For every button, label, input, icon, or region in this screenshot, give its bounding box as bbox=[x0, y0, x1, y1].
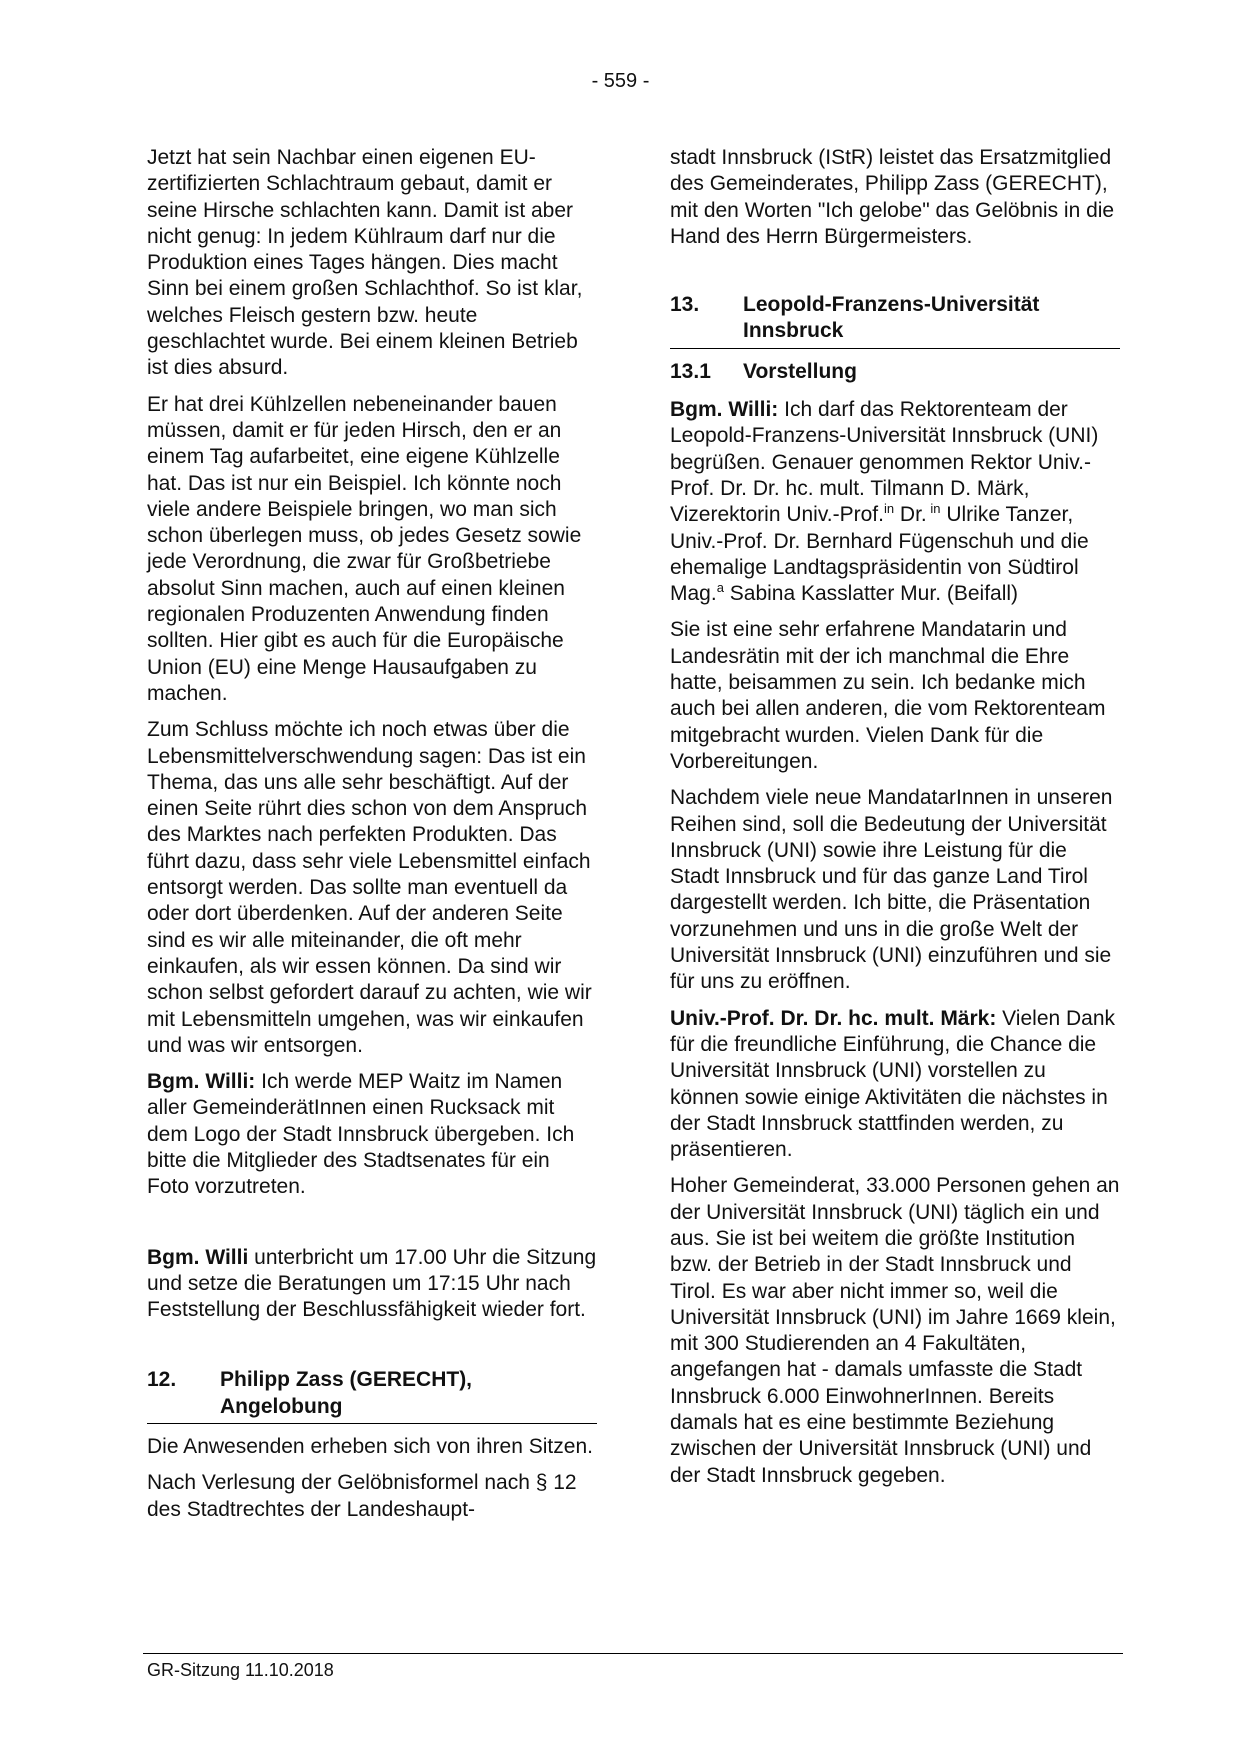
paragraph: Nach Verlesung der Gelöbnisformel nach § 12 des Stadtrechtes der Landeshaupt- bbox=[147, 1471, 577, 1521]
page-number: - 559 - bbox=[591, 70, 650, 92]
subsection-number: 13.1 bbox=[670, 359, 711, 383]
section-title: Philipp Zass (GERECHT), Angelobung bbox=[220, 1368, 473, 1418]
paragraph: Zum Schluss möchte ich noch etwas über die Lebensmittelverschwendung sagen: Das ist ein Thema, das uns alle sehr beschäftigt. Auf der einen Seite rührt dies schon von dem Anspruch des Marktes nach perfekten Produkten. Das führt dazu, dass sehr viele Lebensmittel einfach entsorgt werden. Das sollte man eventuell da oder dort überdenken. Auf der anderen Seite sind es wir alle miteinander, die oft mehr einkaufen, als wir essen können. Da sind wir schon selbst gefordert darauf zu achten, wie wir mit Lebensmitteln umgehen, was wir einkaufen und was wir entsorgen. bbox=[147, 718, 592, 1057]
right-column bbox=[670, 145, 1120, 1499]
footer-divider bbox=[143, 1653, 1123, 1654]
section-number: 13. bbox=[670, 293, 700, 317]
speech-text: unterbricht um 17.00 Uhr die Sitzung und setze die Beratungen um 17:15 Uhr nach Feststellung der Beschlussfähigkeit wieder fort. bbox=[147, 1245, 597, 1322]
section-heading-12 bbox=[147, 1367, 597, 1424]
speaker-name: Bgm. Willi bbox=[147, 1245, 249, 1269]
subsection-title: Vorstellung bbox=[743, 359, 857, 383]
speaker-name: Bgm. Willi: bbox=[147, 1070, 256, 1094]
left-column bbox=[147, 145, 597, 1533]
footer-session-date: GR-Sitzung 11.10.2018 bbox=[147, 1660, 334, 1680]
paragraph: Nachdem viele neue MandatarInnen in unseren Reihen sind, soll die Bedeutung der Universität Innsbruck (UNI) sowie ihre Leistung für die Stadt Innsbruck und für das ganze Land Tirol dargestellt werden. Ich bitte, die Präsentation vorzunehmen und uns in die große Welt der Universität Innsbruck (UNI) einzuführen und sie für uns zu eröffnen. bbox=[670, 786, 1113, 994]
speaker-paragraph bbox=[147, 1245, 597, 1324]
section-title: Leopold-Franzens-Universität Innsbruck bbox=[743, 293, 1040, 343]
section-number: 12. bbox=[147, 1368, 177, 1392]
speaker-paragraph bbox=[147, 1069, 597, 1200]
paragraph: Hoher Gemeinderat, 33.000 Personen gehen an der Universität Innsbruck (UNI) täglich ein und aus. Sie ist bei weitem die größte Institution bzw. der Betrieb in der Stadt Innsbruck und Tirol. Es war aber nicht immer so, weil die Universität Innsbruck (UNI) im Jahre 1669 klein, mit 300 Studierenden an 4 Fakultäten, angefangen hat - damals umfasste die Stadt Innsbruck 6.000 EinwohnerInnen. Bereits damals hat es eine bestimmte Beziehung zwischen der Universität Innsbruck (UNI) und der Stadt Innsbruck gegeben. bbox=[670, 1174, 1120, 1487]
speech-text: Ich werde MEP Waitz im Namen aller GemeinderätInnen einen Rucksack mit dem Logo der Stadt Innsbruck übergeben. Ich bitte die Mitglieder des Stadtsenates für ein Foto vorzutreten. bbox=[147, 1070, 575, 1199]
speaker-name: Univ.-Prof. Dr. Dr. hc. mult. Märk: bbox=[670, 1006, 997, 1030]
speech-text: Vielen Dank für die freundliche Einführung, die Chance die Universität Innsbruck (UNI) vorstellen zu können sowie einige Aktivitäten die nächstes in der Stadt Innsbruck stattfinden werden, zu präsentieren. bbox=[670, 1006, 1116, 1162]
speaker-paragraph bbox=[670, 1006, 1120, 1164]
section-heading-13 bbox=[670, 292, 1120, 349]
paragraph: Sie ist eine sehr erfahrene Mandatarin und Landesrätin mit der ich manchmal die Ehre hatte, beisammen zu sein. Ich bedanke mich auch bei allen anderen, die vom Rektorenteam mitgebracht wurden. Vielen Dank für die Vorbereitungen. bbox=[670, 618, 1106, 773]
paragraph: stadt Innsbruck (IStR) leistet das Ersatzmitglied des Gemeinderates, Philipp Zass (GERECHT), mit den Worten "Ich gelobe" das Gelöbnis in die Hand des Herrn Bürgermeisters. bbox=[670, 146, 1115, 248]
speaker-name: Bgm. Willi: bbox=[670, 398, 779, 422]
paragraph: Die Anwesenden erheben sich von ihren Sitzen. bbox=[147, 1435, 593, 1459]
speaker-paragraph: Bgm. Willi: Ich darf das Rektorenteam der Leopold-Franzens-Universität Innsbruck (UNI) begrüßen. Genauer genommen Rektor Univ.-Prof. Dr. Dr. hc. mult. Tilmann D. Märk, Vizerektorin Univ.-Prof.$^{in}$ Dr. $^{in}$ Ulrike Tanzer, Univ.-Prof. Dr. Bernhard Fügenschuh und die ehemalige Landtagspräsidentin von Südtirol Mag.$^a$ Sabina Kasslatter Mur. (Beifall) bbox=[670, 398, 1099, 606]
paragraph: Er hat drei Kühlzellen nebeneinander bauen müssen, damit er für jeden Hirsch, den er an einem Tag aufarbeitet, eine eigene Kühlzelle hat. Das ist nur ein Beispiel. Ich könnte noch viele andere Beispiele bringen, wo man sich schon überlegen muss, ob jedes Gesetz sowie jede Verordnung, die zwar für Großbetriebe absolut Sinn machen, auch auf einen kleinen regionalen Produzenten Anwendung finden sollten. Hier gibt es auch für die Europäische Union (EU) eine Menge Hausaufgaben zu machen. bbox=[147, 392, 582, 705]
subsection-heading-13-1 bbox=[670, 359, 1120, 385]
paragraph: Jetzt hat sein Nachbar einen eigenen EU-zertifizierten Schlachtraum gebaut, damit er seine Hirsche schlachten kann. Damit ist aber nicht genug: In jedem Kühlraum darf nur die Produktion eines Tages hängen. Dies macht Sinn bei einem großen Schlachthof. So ist klar, welches Fleisch gestern bzw. heute geschlachtet wurde. Bei einem kleinen Betrieb ist dies absurd. bbox=[147, 146, 583, 380]
